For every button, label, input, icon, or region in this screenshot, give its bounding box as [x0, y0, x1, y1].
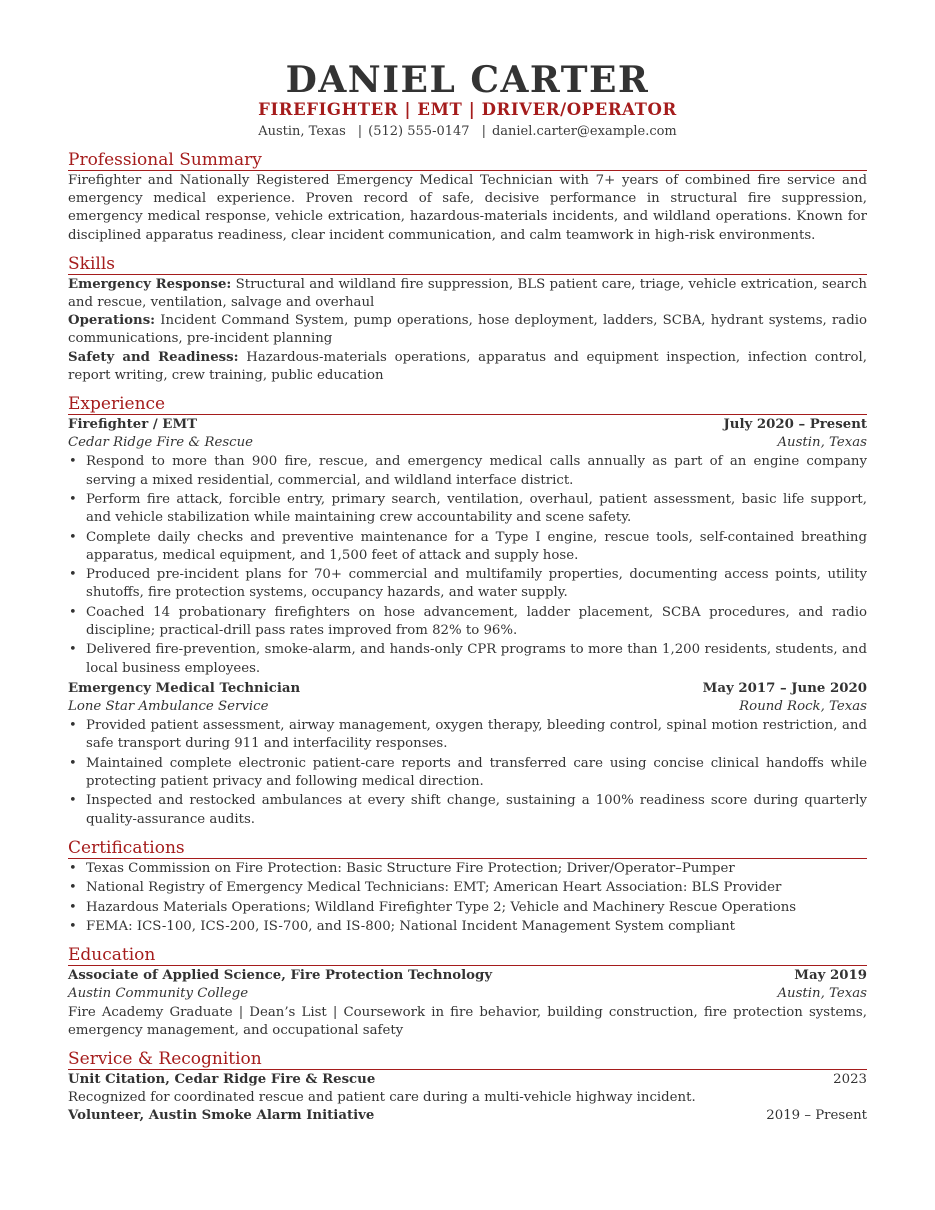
section-heading: Certifications — [68, 838, 867, 859]
skill-label: Safety and Readiness: — [68, 349, 239, 365]
summary-text: Firefighter and Nationally Registered Emergency Medical Technician with 7+ years of combined fire service and emergency medical experience. Proven record of safe, decisive performance in structural fire suppression, emergency medical response, vehicle extrication, hazardous-materials incidents, and wildland operations. Known for disciplined apparatus readiness, clear incident communication, and calm teamwork in high-risk environments. — [68, 173, 867, 243]
contact-separator: | — [357, 124, 363, 139]
job-organization: Cedar Ridge Fire & Rescue — [68, 435, 254, 451]
contact-line — [68, 123, 867, 141]
role-row — [68, 680, 867, 698]
job-entry — [68, 680, 867, 829]
section-heading: Service & Recognition — [68, 1049, 867, 1070]
job-location: Austin, Texas — [777, 435, 867, 451]
degree-date: May 2019 — [794, 968, 867, 984]
job-bullets — [68, 453, 867, 677]
skills-section — [68, 254, 867, 385]
list-item: • Delivered fire-prevention, smoke-alarm, and hands-only CPR programs to more than 1,200 residents, students, and local business employees. — [68, 641, 867, 677]
award-title: Unit Citation, Cedar Ridge Fire & Rescue — [68, 1072, 376, 1087]
skill-line — [68, 276, 867, 312]
resume-header — [68, 60, 867, 141]
role-row — [68, 416, 867, 434]
award-title: Volunteer, Austin Smoke Alarm Initiative — [68, 1108, 375, 1124]
skill-line — [68, 349, 867, 385]
list-item: • Complete daily checks and preventive maintenance for a Type I engine, rescue tools, self-contained breathing apparatus, medical equipment, and 1,500 feet of attack and supply hose. — [68, 529, 867, 565]
resume-page — [68, 56, 867, 1126]
award-row — [68, 1107, 867, 1125]
org-row — [68, 434, 867, 452]
section-heading: Professional Summary — [68, 150, 867, 171]
candidate-title: FIREFIGHTER | EMT | DRIVER/OPERATOR — [258, 100, 677, 119]
summary-section — [68, 150, 867, 245]
org-row — [68, 698, 867, 716]
skill-line — [68, 312, 867, 348]
skill-text: Incident Command System, pump operations, hose deployment, ladders, SCBA, hydrant systems, radio communications, pre-incident planning — [68, 313, 867, 347]
job-location: Round Rock, Texas — [739, 699, 867, 715]
section-heading: Experience — [68, 394, 867, 415]
section-heading: Skills — [68, 254, 867, 275]
contact-phone: (512) 555-0147 — [368, 124, 470, 139]
skill-text: Hazardous-materials operations, apparatus and equipment inspection, infection control, report writing, crew training, public education — [68, 349, 867, 383]
job-dates: July 2020 – Present — [723, 417, 867, 433]
school-location: Austin, Texas — [777, 986, 867, 1002]
contact-email: daniel.carter@example.com — [491, 124, 677, 139]
school-row — [68, 985, 867, 1003]
job-bullets — [68, 717, 867, 829]
award-date: 2019 – Present — [766, 1108, 867, 1124]
list-item: • Maintained complete electronic patient-care reports and transferred care using concise clinical handoffs while protecting patient privacy and following medical direction. — [68, 755, 867, 791]
degree-title: Associate of Applied Science, Fire Protection Technology — [68, 968, 493, 984]
list-item: • Perform fire attack, forcible entry, primary search, ventilation, overhaul, patient assessment, basic life support, and vehicle stabilization while maintaining crew accountability and scene safety. — [68, 491, 867, 527]
job-title: Firefighter / EMT — [68, 417, 198, 433]
candidate-name: DANIEL CARTER — [285, 59, 650, 101]
list-item: • Respond to more than 900 fire, rescue, and emergency medical calls annually as part of an engine company serving a mixed residential, commercial, and wildland interface district. — [68, 453, 867, 489]
list-item: • National Registry of Emergency Medical Technicians: EMT; American Heart Association: BLS Provider — [68, 879, 867, 897]
certification-list — [68, 860, 867, 936]
experience-section — [68, 394, 867, 829]
award-date: 2023 — [833, 1072, 867, 1087]
skill-label: Emergency Response: — [68, 276, 232, 292]
job-dates: May 2017 – June 2020 — [702, 680, 867, 696]
list-item: • Texas Commission on Fire Protection: Basic Structure Fire Protection; Driver/Operator–Pumper — [68, 860, 867, 878]
job-title: Emergency Medical Technician — [68, 680, 301, 696]
list-item: • Hazardous Materials Operations; Wildland Firefighter Type 2; Vehicle and Machinery Rescue Operations — [68, 899, 867, 917]
list-item: • Inspected and restocked ambulances at every shift change, sustaining a 100% readiness score during quarterly quality-assurance audits. — [68, 792, 867, 828]
recognition-section — [68, 1049, 867, 1126]
education-details: Fire Academy Graduate | Dean’s List | Coursework in fire behavior, building construction, fire protection systems, emergency management, and occupational safety — [68, 1004, 867, 1038]
skill-text: Structural and wildland fire suppression, BLS patient care, triage, vehicle extrication, search and rescue, ventilation, salvage and overhaul — [68, 276, 867, 311]
degree-row — [68, 967, 867, 985]
certifications-section — [68, 838, 867, 936]
list-item: • FEMA: ICS-100, ICS-200, IS-700, and IS-800; National Incident Management System compliant — [68, 918, 867, 936]
education-section — [68, 945, 867, 1040]
school-name: Austin Community College — [68, 986, 249, 1002]
skill-label: Operations: — [68, 313, 156, 329]
award-description: Recognized for coordinated rescue and patient care during a multi-vehicle highway incident. — [68, 1090, 696, 1106]
list-item: • Produced pre-incident plans for 70+ commercial and multifamily properties, documenting access points, utility shutoffs, fire protection systems, occupancy hazards, and water supply. — [68, 566, 867, 602]
list-item: • Coached 14 probationary firefighters on hose advancement, ladder placement, SCBA procedures, and radio discipline; practical-drill pass rates improved from 82% to 96%. — [68, 604, 867, 640]
contact-separator: | — [481, 124, 486, 139]
award-row — [68, 1071, 867, 1089]
section-heading: Education — [68, 945, 867, 966]
contact-location: Austin, Texas — [258, 124, 346, 139]
list-item: • Provided patient assessment, airway management, oxygen therapy, bleeding control, spinal motion restriction, and safe transport during 911 and interfacility responses. — [68, 717, 867, 753]
job-organization: Lone Star Ambulance Service — [68, 699, 269, 715]
job-entry — [68, 416, 867, 678]
